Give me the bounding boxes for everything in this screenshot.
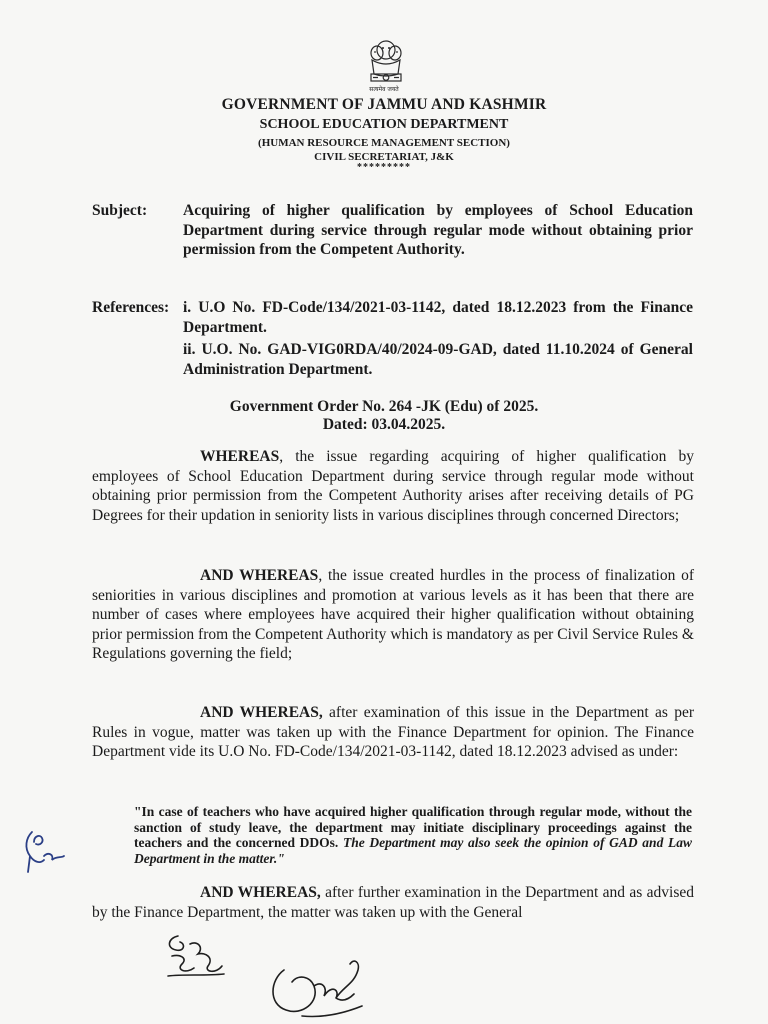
paragraph-lead: AND WHEREAS,: [200, 704, 323, 721]
paragraph-lead: WHEREAS: [200, 448, 280, 465]
subject-label: Subject:: [92, 202, 148, 219]
order-number: Government Order No. 264 -JK (Edu) of 2025.: [229, 398, 539, 415]
references-label: References:: [92, 299, 170, 316]
paragraph-and-whereas-2: [92, 703, 694, 762]
emblem-motto: सत्यमेव जयते: [369, 86, 399, 93]
paragraph-and-whereas-3: [92, 883, 694, 922]
quote-text-italic: The Department may also seek the opinion of GAD and Law Department in the matter.": [134, 835, 692, 866]
paragraph-text: after further examination in the Department and as advised by the Finance Department, the matter was taken up with the General: [92, 884, 694, 921]
finance-department-quote: [134, 804, 692, 866]
reference-item: i. U.O No. FD-Code/134/2021-03-1142, dated 18.12.2023 from the Finance Department.: [183, 299, 693, 336]
handwritten-signature: [160, 930, 232, 990]
officer-signature: [262, 940, 372, 1024]
paragraph-text: after examination of this issue in the Department as per Rules in vogue, matter was taken up with the Finance Department for opinion. The Finance Department vide its U.O No. FD-Code/134/2021-03-1142, dated 18.12.2023 advised as under:: [92, 704, 694, 760]
government-title: GOVERNMENT OF JAMMU AND KASHMIR: [221, 96, 547, 113]
paragraph-lead: AND WHEREAS,: [200, 884, 321, 901]
section-title: (HUMAN RESOURCE MANAGEMENT SECTION): [258, 137, 510, 149]
margin-initials-signature: [18, 826, 68, 876]
header-separator: *********: [357, 162, 411, 173]
secretariat-title: CIVIL SECRETARIAT, J&K: [314, 151, 454, 163]
paragraph-whereas: [92, 447, 694, 525]
reference-item: ii. U.O. No. GAD-VIG0RDA/40/2024-09-GAD, dated 11.10.2024 of General Administration Department.: [183, 341, 693, 378]
department-title: SCHOOL EDUCATION DEPARTMENT: [259, 117, 509, 132]
paragraph-text: , the issue regarding acquiring of higher qualification by employees of School Education Department during service through regular mode without obtaining prior permission from the Competent Authority arises after receiving details of PG Degrees for their updation in seniority lists in various disciplines through concerned Directors;: [92, 448, 694, 524]
paragraph-text: , the issue created hurdles in the process of finalization of seniorities in various disciplines and promotion at various levels as it has been that there are number of cases where employees have acquired their higher qualification without obtaining prior permission from the Competent Authority which is mandatory as per Civil Service Rules & Regulations governing the field;: [92, 567, 695, 662]
order-date: Dated: 03.04.2025.: [322, 416, 446, 433]
paragraph-and-whereas-1: [92, 566, 694, 664]
subject-text: Acquiring of higher qualification by employees of School Education Department during service through regular mode without obtaining prior permission from the Competent Authority.: [183, 202, 693, 258]
quote-text: "In case of teachers who have acquired higher qualification through regular mode, without the sanction of study leave, the department may initiate disciplinary proceedings against the teachers and the concerned DDOs.: [134, 804, 692, 850]
paragraph-lead: AND WHEREAS: [200, 567, 319, 584]
